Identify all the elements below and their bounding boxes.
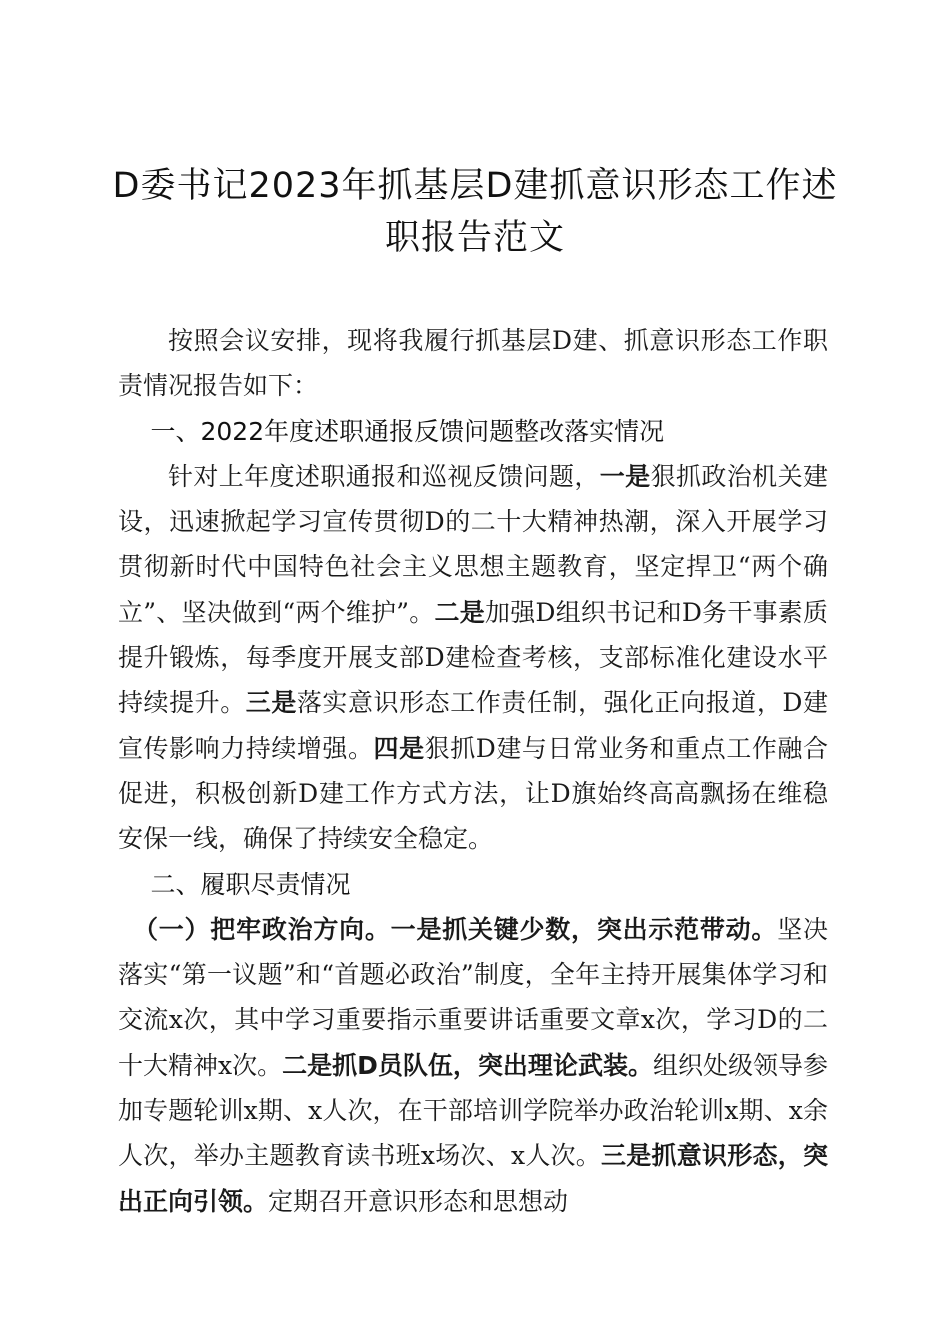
section-1-paragraph [118, 454, 828, 862]
section-2-paragraph [118, 907, 828, 1224]
bold-run: 一是 [599, 461, 651, 491]
section-2-heading: 二、履职尽责情况 [150, 869, 351, 899]
document-body [118, 318, 828, 1224]
text-run: 坚决落实“第一议题”和“首题必政治”制度，全年主持开展集体学习和交流x次，其中学习重要指示重要讲话重要文章x次，学习D的二十大精神x次。 [118, 914, 828, 1080]
text-run: 狠抓政治机关建设，迅速掀起学习宣传贯彻D的二十大精神热潮，深入开展学习贯彻新时代中国特色社会主义思想主题教育，坚定捍卫“两个确立”、坚决做到“两个维护”。 [118, 461, 828, 627]
document-title: D委书记2023年抓基层D建抓意识形态工作述职报告范文 [112, 166, 838, 258]
text-run: 落实意识形态工作责任制，强化正向报道，D建宣传影响力持续增强。 [118, 688, 828, 763]
text-run: 狠抓D建与日常业务和重点工作融合促进，积极创新D建工作方式方法，让D旗始终高高飘扬在维稳安保一线，确保了持续安全稳定。 [118, 733, 828, 854]
bold-run: 二是 [434, 597, 485, 627]
bold-run: 三是抓意识形态，突出正向引领。 [118, 1141, 828, 1216]
bold-run: 二是抓D员队伍，突出理论武装。 [282, 1050, 653, 1080]
bold-run: 四是 [373, 733, 425, 763]
bold-run: 三是 [245, 688, 297, 718]
text-run: 组织处级领导参加专题轮训x期、x人次，在干部培训学院举办政治轮训x期、x余人次，举办主题教育读书班x场次、x人次。 [118, 1050, 828, 1171]
bold-run: （一）把牢政治方向。一是抓关键少数，突出示范带动。 [133, 914, 778, 944]
text-run: 加强D组织书记和D务干事素质提升锻炼，每季度开展支部D建检查考核，支部标准化建设水平持续提升。 [118, 597, 828, 718]
text-run: 针对上年度述职通报和巡视反馈问题， [168, 461, 600, 491]
text-run: 定期召开意识形态和思想动 [268, 1186, 569, 1216]
intro-paragraph: 按照会议安排，现将我履行抓基层D建、抓意识形态工作职责情况报告如下： [118, 326, 828, 401]
section-1-heading: 一、2022年度述职通报反馈问题整改落实情况 [150, 416, 665, 446]
